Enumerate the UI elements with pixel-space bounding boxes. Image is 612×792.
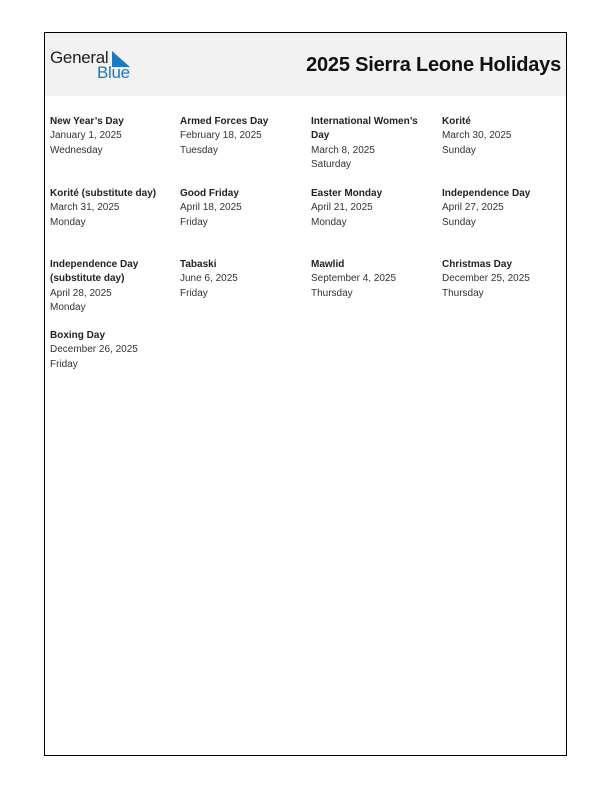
- holiday-weekday: Saturday: [311, 158, 352, 170]
- holiday-weekday: Tuesday: [180, 144, 218, 156]
- holiday-name: Christmas Day: [442, 259, 513, 270]
- holiday-item: [180, 258, 306, 301]
- holiday-name: Independence Day (substitute day): [50, 259, 139, 285]
- holiday-name: Tabaski: [180, 259, 217, 270]
- holiday-item: [311, 258, 437, 301]
- holiday-date: April 27, 2025: [442, 202, 504, 214]
- holiday-date: June 6, 2025: [180, 273, 238, 285]
- holiday-weekday: Monday: [311, 216, 347, 228]
- holiday-name: Armed Forces Day: [180, 116, 269, 127]
- holiday-weekday: Sunday: [442, 144, 476, 156]
- holiday-date: April 18, 2025: [180, 202, 242, 214]
- holiday-item: [442, 258, 568, 301]
- holiday-name: Boxing Day: [50, 330, 106, 341]
- holiday-weekday: Thursday: [442, 287, 484, 299]
- holiday-item: [50, 115, 176, 158]
- holiday-weekday: Monday: [50, 301, 86, 313]
- page-title: 2025 Sierra Leone Holidays: [306, 54, 561, 76]
- holiday-name: International Women’s Day: [311, 116, 418, 142]
- holiday-weekday: Friday: [50, 358, 78, 370]
- holiday-item: [180, 187, 306, 230]
- holiday-weekday: Friday: [180, 287, 208, 299]
- holiday-name: Easter Monday: [311, 188, 383, 199]
- page-frame: [44, 32, 567, 756]
- holiday-weekday: Thursday: [311, 287, 353, 299]
- holiday-item: [50, 329, 176, 372]
- holiday-item: [442, 115, 568, 158]
- holiday-item: [180, 115, 306, 158]
- holiday-date: March 30, 2025: [442, 130, 512, 142]
- holiday-date: March 31, 2025: [50, 202, 120, 214]
- holiday-date: December 25, 2025: [442, 273, 530, 285]
- holiday-date: April 21, 2025: [311, 202, 373, 214]
- holiday-date: April 28, 2025: [50, 287, 112, 299]
- holiday-name: Mawlid: [311, 259, 345, 270]
- holiday-name: Independence Day: [442, 188, 531, 199]
- logo: [50, 48, 140, 84]
- holiday-date: January 1, 2025: [50, 130, 122, 142]
- holiday-weekday: Friday: [180, 216, 208, 228]
- holiday-date: September 4, 2025: [311, 273, 397, 285]
- holiday-item: [311, 115, 427, 172]
- holiday-item: [311, 187, 437, 230]
- header: [45, 33, 566, 96]
- holiday-weekday: Wednesday: [50, 144, 103, 156]
- holiday-name: Korité (substitute day): [50, 188, 157, 199]
- holiday-item: [442, 187, 568, 230]
- holiday-name: Good Friday: [180, 188, 239, 199]
- logo-blue-text: Blue: [97, 63, 130, 82]
- holiday-name: New Year’s Day: [50, 116, 124, 127]
- holiday-item: [50, 187, 176, 230]
- holiday-weekday: Sunday: [442, 216, 476, 228]
- holiday-item: [50, 258, 160, 315]
- holiday-date: February 18, 2025: [180, 130, 262, 142]
- holiday-date: March 8, 2025: [311, 144, 375, 156]
- holiday-date: December 26, 2025: [50, 344, 138, 356]
- holiday-name: Korité: [442, 116, 471, 127]
- holiday-weekday: Monday: [50, 216, 86, 228]
- logo-general-text: General: [50, 48, 109, 67]
